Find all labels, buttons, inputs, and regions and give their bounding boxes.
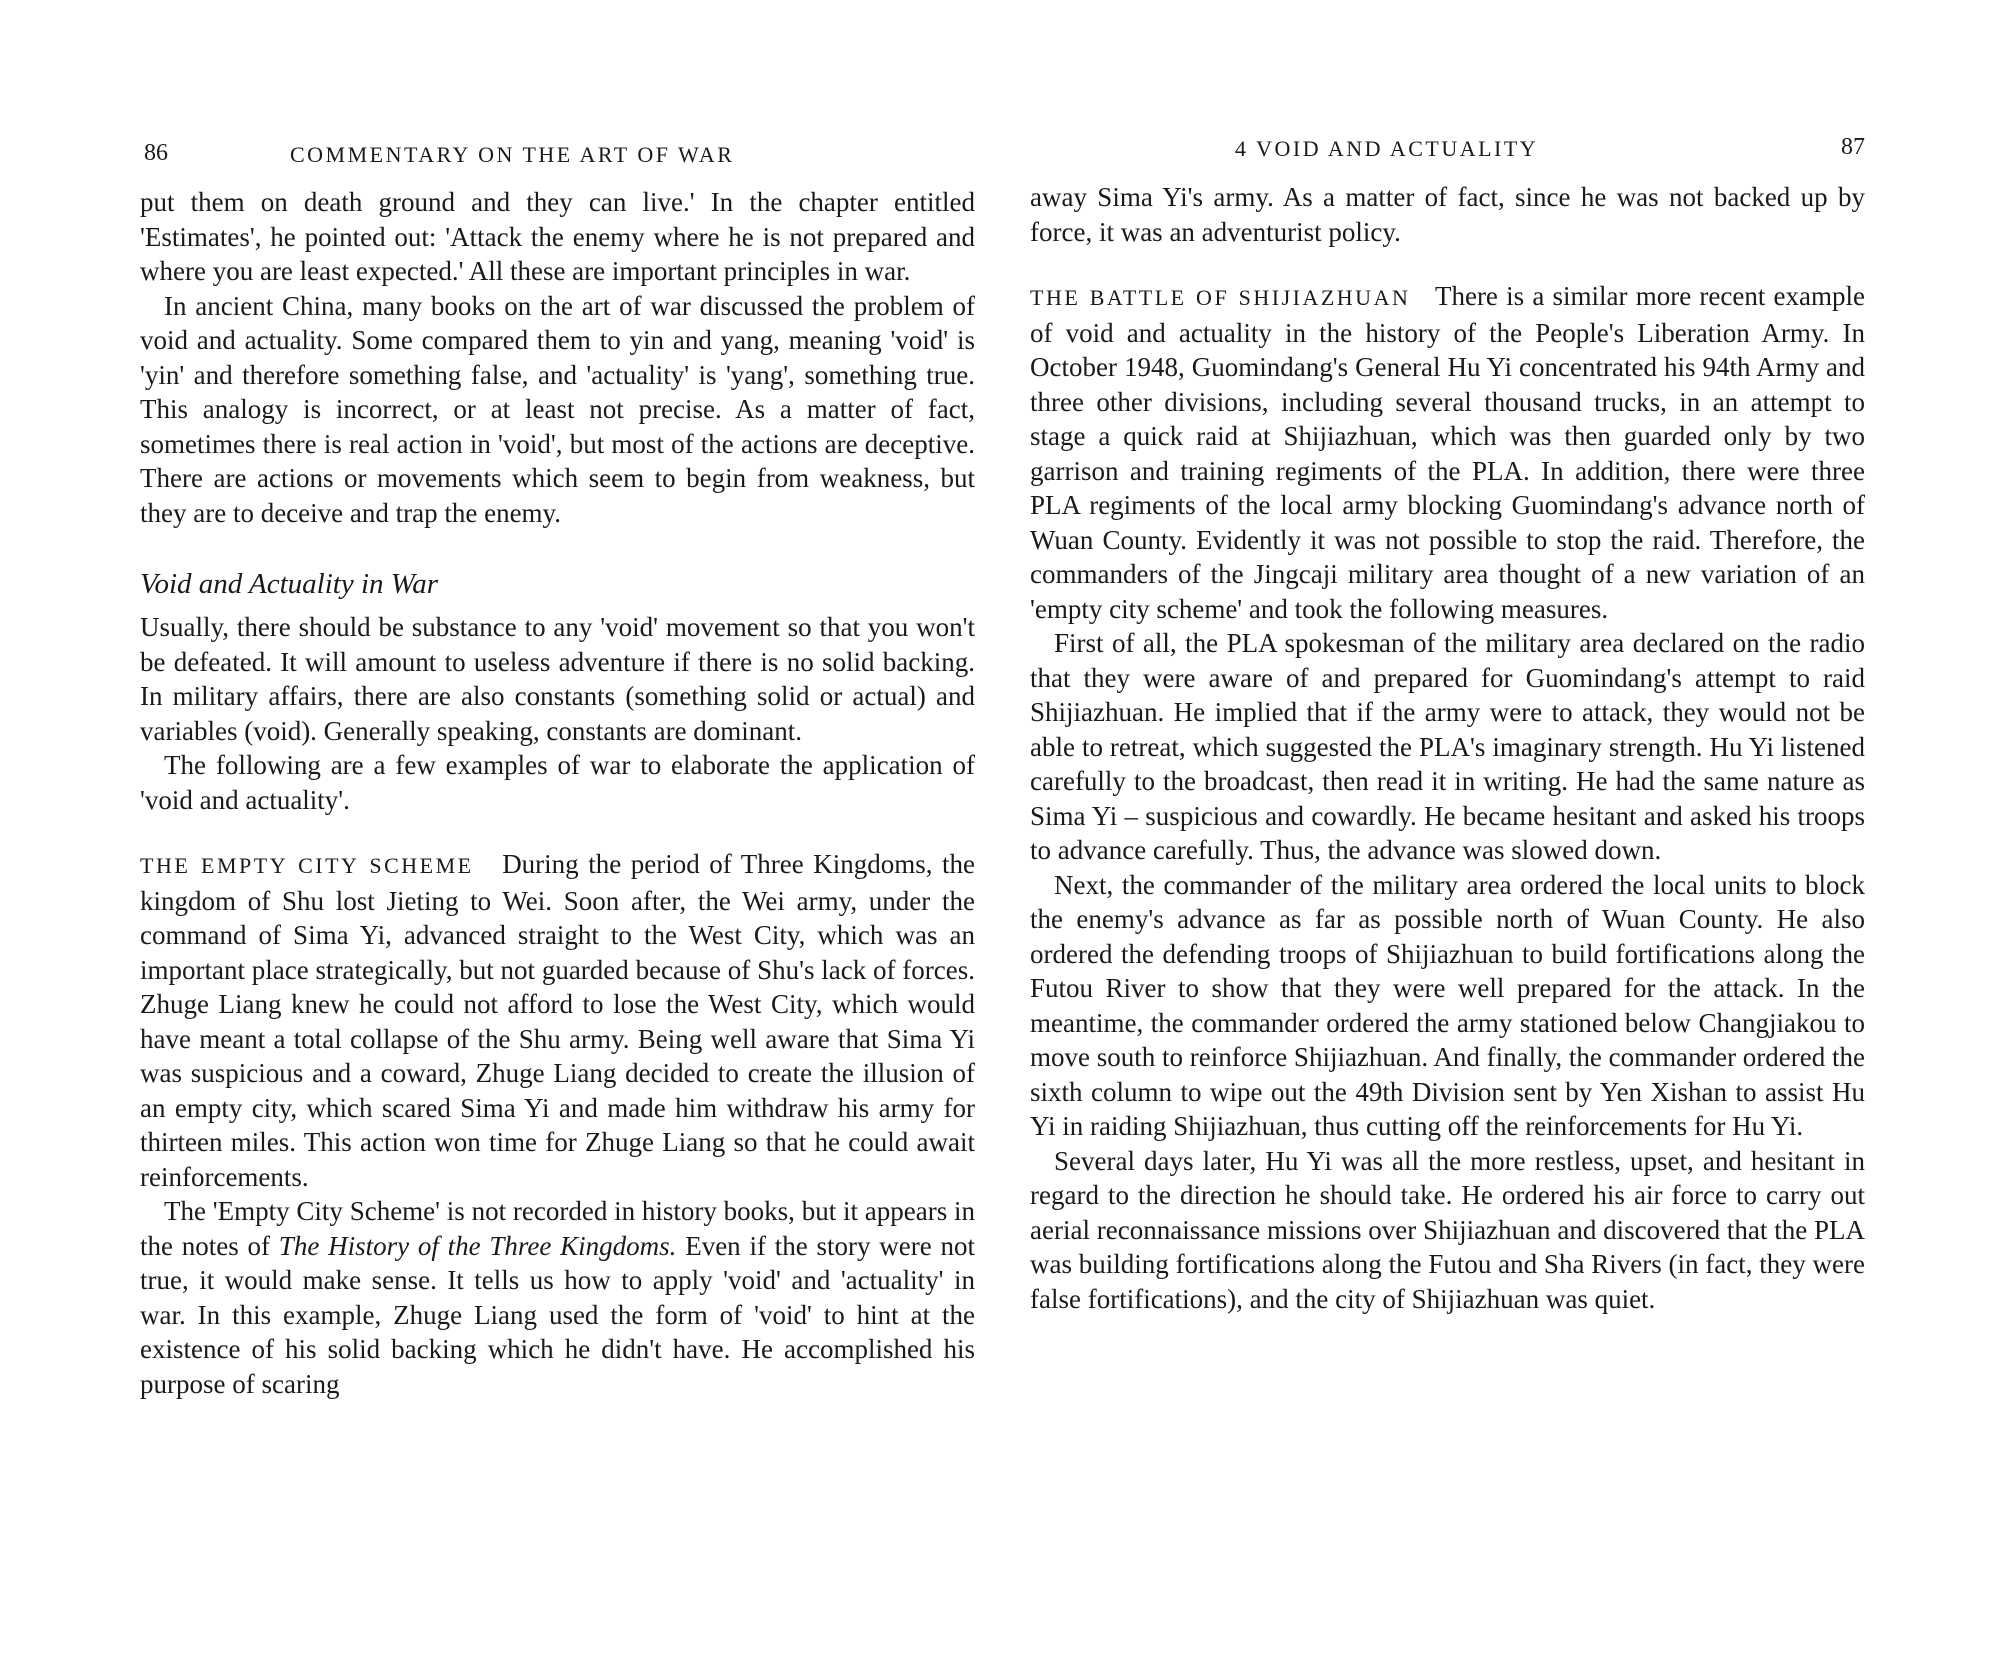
right-page <box>1030 0 1865 1653</box>
paragraph: Usually, there should be substance to any 'void' movement so that you won't be defeated. It will amount to useless adventure if there is no solid backing. In military affairs, there are also constants (something solid or actual) and variables (void). Generally speaking, constants are dominant. <box>140 612 975 746</box>
paragraph-text: During the period of Three Kingdoms, the kingdom of Shu lost Jieting to Wei. Soon after, the Wei army, under the command of Sima Yi, advanced straight to the West City, which was an important place strategically, but not guarded because of Shu's lack of forces. Zhuge Liang knew he could not afford to lose the West City, which would have meant a total collapse of the Shu army. Being well aware that Sima Yi was suspicious and a coward, Zhuge Liang decided to create the illusion of an empty city, which scared Sima Yi and made him withdraw his army for thirteen miles. This action won time for Zhuge Liang so that he could await reinforcements. <box>140 849 976 1192</box>
running-head: 4 VOID AND ACTUALITY <box>1235 136 1539 161</box>
left-page <box>140 0 975 1653</box>
page-number: 87 <box>1841 134 1865 160</box>
paragraph: put them on death ground and they can live.' In the chapter entitled 'Estimates', he pointed out: 'Attack the enemy where he is not prepared and where you are least expected.' All these are important principles in war. <box>140 187 975 286</box>
subsection-label: THE EMPTY CITY SCHEME <box>140 853 474 878</box>
paragraph-text: Even if the story were not true, it would make sense. It tells us how to apply 'void' and 'actuality' in war. In this example, Zhuge Liang used the form of 'void' to hint at the existence of his solid backing which he didn't have. He accomplished his purpose of scaring <box>140 1230 975 1399</box>
page-number: 86 <box>144 140 168 166</box>
paragraph <box>140 847 975 1194</box>
paragraph: away Sima Yi's army. As a matter of fact, since he was not backed up by force, it was an adventurist policy. <box>1030 182 1865 247</box>
left-page-body <box>140 185 975 1401</box>
paragraph <box>140 1194 975 1401</box>
left-page-header <box>140 140 975 180</box>
paragraph: Several days later, Hu Yi was all the more restless, upset, and hesitant in regard to the direction he should take. He ordered his air force to carry out aerial reconnaissance missions over Shijiazhuan and discovered that the PLA was building fortifications along the Futou and Sha Rivers (in fact, they were false fortifications), and the city of Shijiazhuan was quiet. <box>1030 1145 1865 1314</box>
right-page-body <box>1030 180 1865 1316</box>
paragraph-text: There is a similar more recent example of void and actuality in the history of the People's Liberation Army. In October 1948, Guomindang's General Hu Yi concentrated his 94th Army and three other divisions, including several thousand trucks, in an attempt to stage a quick raid at Shijiazhuan, which was then guarded only by two garrison and training regiments of the PLA. In addition, there were three PLA regiments of the local army blocking Guomindang's advance north of Wuan County. Evidently it was not possible to stop the raid. Therefore, the commanders of the Jingcaji military area thought of a new variation of an 'empty city scheme' and took the following measures. <box>1030 281 1866 624</box>
paragraph: First of all, the PLA spokesman of the military area declared on the radio that they were aware of and prepared for Guomindang's attempt to raid Shijiazhuan. He implied that if the army were to attack, they would not be able to retreat, which suggested the PLA's imaginary strength. Hu Yi listened carefully to the broadcast, then read it in writing. He had the same nature as Sima Yi – suspicious and cowardly. He became hesitant and asked his troops to advance carefully. Thus, the advance was slowed down. <box>1030 628 1865 865</box>
book-title: The History of the Three Kingdoms. <box>278 1230 677 1261</box>
paragraph: In ancient China, many books on the art of war discussed the problem of void and actuality. Some compared them to yin and yang, meaning 'void' is 'yin' and therefore something false, and 'actuality' is 'yang', something true. This analogy is incorrect, or at least not precise. As a matter of fact, sometimes there is real action in 'void', but most of the actions are deceptive. There are actions or movements which seem to begin from weakness, but they are to deceive and trap the enemy. <box>140 290 975 528</box>
right-page-header <box>1030 134 1865 180</box>
paragraph: The following are a few examples of war to elaborate the application of 'void and actuality'. <box>140 750 975 815</box>
paragraph: Next, the commander of the military area ordered the local units to block the enemy's advance as far as possible north of Wuan County. He also ordered the defending troops of Shijiazhuan to build fortifications along the Futou River to show that they were well prepared for the attack. In the meantime, the commander ordered the army stationed below Changjiakou to move south to reinforce Shijiazhuan. And finally, the commander ordered the sixth column to wipe out the 49th Division sent by Yen Xishan to assist Hu Yi in raiding Shijiazhuan, thus cutting off the reinforcements for Hu Yi. <box>1030 869 1865 1141</box>
running-head: COMMENTARY ON THE ART OF WAR <box>290 142 735 167</box>
paragraph <box>1030 279 1865 626</box>
paragraph-text: The 'Empty City Scheme' is not recorded in history books, but it appears in the notes of <box>140 1196 975 1261</box>
subsection-label: THE BATTLE OF SHIJIAZHUAN <box>1030 285 1411 310</box>
section-heading: Void and Actuality in War <box>140 568 439 600</box>
